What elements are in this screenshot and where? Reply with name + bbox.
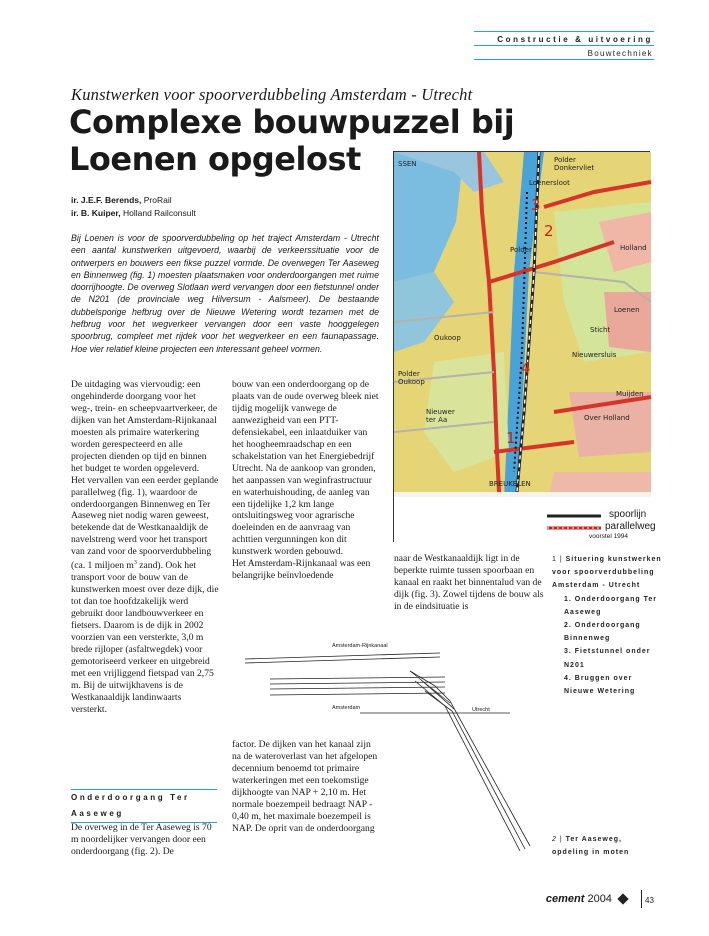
footer-logo-icon	[617, 893, 628, 904]
title-line-1: Complexe bouwpuzzel bij	[69, 103, 515, 141]
svg-text:Holland: Holland	[620, 244, 647, 252]
column-2-top	[232, 379, 379, 582]
map-marker-1: 1	[506, 429, 516, 447]
col3-paragraph-1: naar de Westkanaaldijk ligt in de beperkte ruimte tussen spoorbaan en kanaal en raakt het binnentalud van de dijk (fig. 3). Zowel tijdens de bouw als in de eindsituatie is	[394, 553, 544, 612]
footer-divider	[641, 890, 642, 908]
header-rule-mid	[474, 45, 654, 46]
svg-text:Loenersloot: Loenersloot	[529, 179, 570, 187]
svg-text:Oukoop: Oukoop	[398, 378, 425, 386]
col1-paragraph-1: De uitdaging was viervoudig: een ongehinderde doorgang voor het weg-, trein- en scheepvaartverkeer, de dijken van het Amsterdam-Rijnkanaal moesten als primaire waterkering worden gerespecteerd en alle projecten dienden op tijd en binnen het budget te worden opgeleverd.	[71, 379, 218, 474]
figure-2-drawing	[240, 641, 550, 861]
svg-text:Muijden: Muijden	[616, 390, 644, 398]
fig1-item-3: 3. Fietstunnel onder N201	[564, 648, 651, 669]
map-marker-2: 2	[544, 222, 554, 240]
fig2-label-canal: Amsterdam-Rijnkanaal	[332, 643, 388, 649]
fig1-item-4: 4. Bruggen over Nieuwe Wetering	[564, 674, 636, 696]
legend-year: voorstel 1994	[589, 533, 629, 540]
fig1-number: 1	[552, 556, 557, 563]
magazine-year: 2004	[587, 893, 612, 905]
svg-text:Nieuwersluis: Nieuwersluis	[572, 351, 617, 359]
legend-spoorlijn: spoorlijn	[609, 509, 647, 520]
page-number: 43	[645, 896, 654, 905]
svg-text:Nieuwer: Nieuwer	[426, 408, 455, 416]
col2-paragraph-3: factor. De dijken van het kanaal zijn na de wateroverlast van het afgelopen decennium benoemd tot primaire waterkeringen met een toekomstige dijkhoogte van NAP + 2,10 m. Het normale boezempeil bedraagt NAP - 0,40 m, het maximale boezempeil is NAP. De oprit van de onderdoorgang	[232, 739, 378, 834]
lead-paragraph: Bij Loenen is voor de spoorverdubbeling op het traject Amsterdam - Utrecht een aantal kunstwerken uitgevoerd, waarbij de verkeerssituatie voor de ontwerpers en bouwers een fikse puzzel vormde. De overwegen Ter Aaseweg en Binnenweg (fig. 1) moesten plaatsmaken voor onderdoorgangen met ruime doorrijhoogte. De overweg Slotlaan werd vervangen door een fietstunnel onder de N201 (de provinciale weg Hilversum - Aalsmeer). De bestaande dubbelsporige hefbrug over de Nieuwe Wetering wordt tezamen met de hefbrug voor het wegverkeer vervangen door een vaste hooggelegen spoorbrug, compleet met rijdek voor het wegverkeer en een faunapassage. Hoe vier relatief kleine projecten een interessant geheel vormen.	[71, 233, 379, 354]
map-marker-4: 4	[521, 359, 531, 377]
fig1-title: Situering kunstwerken voor spoorverdubbeling Amsterdam - Utrecht	[552, 556, 662, 590]
map-drawing	[394, 152, 651, 543]
svg-text:Oukoop: Oukoop	[434, 334, 461, 342]
map-marker-3: 3	[531, 196, 541, 214]
subsection-label: Bouwtechniek	[587, 49, 653, 58]
legend-parallelweg: parallelweg	[605, 521, 656, 532]
author-1-org: ProRail	[143, 195, 172, 205]
fig1-item-2: 2. Onderdoorgang Binnenweg	[564, 622, 641, 643]
subhead-ter-aaseweg: Onderdoorgang Ter Aaseweg	[71, 789, 217, 823]
magazine-name: cement	[545, 893, 585, 905]
svg-text:SSEN: SSEN	[398, 160, 417, 168]
article-kicker: Kunstwerken voor spoorverdubbeling Amsterdam - Utrecht	[71, 85, 473, 104]
title-line-2: Loenen opgelost	[69, 140, 361, 178]
fig2-label-utrecht: Utrecht	[472, 707, 490, 713]
fig2-label-amsterdam: Amsterdam	[332, 705, 361, 711]
author-2-name: ir. B. Kuiper,	[71, 208, 121, 218]
header-rule-top	[474, 31, 654, 32]
author-1-name: ir. J.E.F. Berends,	[71, 195, 142, 205]
col2-paragraph-2: Het Amsterdam-Rijnkanaal was een belangrijke beïnvloedende	[232, 558, 371, 582]
svg-text:ter Aa: ter Aa	[426, 416, 448, 424]
svg-text:Over Holland: Over Holland	[584, 414, 630, 422]
svg-text:Donkervliet: Donkervliet	[554, 164, 595, 172]
section-label: Constructie & uitvoering	[497, 35, 653, 44]
figure-1-caption: 1 | Situering kunstwerken voor spoorverdubbeling Amsterdam - Utrecht 1. Onderdoorgang Ter Aaseweg 2. Onderdoorgang Binnenweg 3. Fietstunnel onder N201 4. Bruggen over Nieuwe Wetering	[552, 553, 662, 698]
svg-text:Polder: Polder	[398, 370, 420, 378]
svg-text:Sticht: Sticht	[590, 326, 611, 334]
col2-paragraph-1: bouw van een onderdoorgang op de plaats van de oude overweg bleek niet tijdig mogelijk vanwege de aanwezigheid van een PTT-defensiekabel, een inlaatduiker van het hoogheemraadschap en een schakelstation van het Energiebedrijf Utrecht. Na de aankoop van gronden, het aanpassen van weginfrastructuur en waterhuishouding, de aanleg van een tijdelijke 1,2 km lange ontsluitingsweg voor agrarische doeleinden en de aanvraag van achttien vergunningen kon dit kunstwerk worden gebouwd.	[232, 379, 379, 558]
svg-text:Polder: Polder	[510, 246, 532, 254]
fig2-title: Ter Aaseweg, opdeling in moten	[552, 836, 630, 857]
figure-2-caption: 2 | Ter Aaseweg, opdeling in moten	[552, 836, 630, 857]
fig2-number: 2	[552, 836, 557, 843]
author-2-org: Holland Railconsult	[122, 208, 196, 218]
column-1	[71, 379, 219, 716]
figure-1-map	[393, 151, 656, 542]
fig1-item-1: 1. Onderdoorgang Ter Aaseweg	[564, 595, 657, 616]
col1-paragraph-3: De overweg in de Ter Aaseweg is 70 m noordelijker vervangen door een onderdoorgang (fig. 2). De	[71, 822, 212, 857]
col1-paragraph-2: Het vervallen van een eerder geplande parallelweg (fig. 1), waardoor de onderdoorgangen Binnenweg en Ter Aaseweg niet nodig waren geweest, betekende dat de Westkanaaldijk de navelstreng werd voor het transport van zand voor de spoorverdubbeling (ca. 1 miljoen $m^3$ zand). Ook het transport voor de bouw van de kunstwerken moest over deze dijk, die tot dan toe hoofdzakelijk werd gebruikt door landbouwverkeer en fietsers. Daarom is de dijk in 2002 voorzien van een versterkte, 3,0 m brede rijloper (asfaltwegdek) voor gemotoriseerd verkeer en uitgebreid met een vrijliggend fietspad van 2,75 m. Bij de uitwijkhavens is de Westkanaaldijk landinwaarts versterkt.	[71, 474, 219, 715]
svg-text:BREUKELEN: BREUKELEN	[489, 480, 531, 488]
svg-text:Polder: Polder	[554, 156, 576, 164]
svg-text:Loenen: Loenen	[614, 306, 640, 314]
footer-brand	[546, 893, 627, 905]
author-list	[71, 194, 196, 220]
header-rule-bottom	[474, 59, 654, 60]
